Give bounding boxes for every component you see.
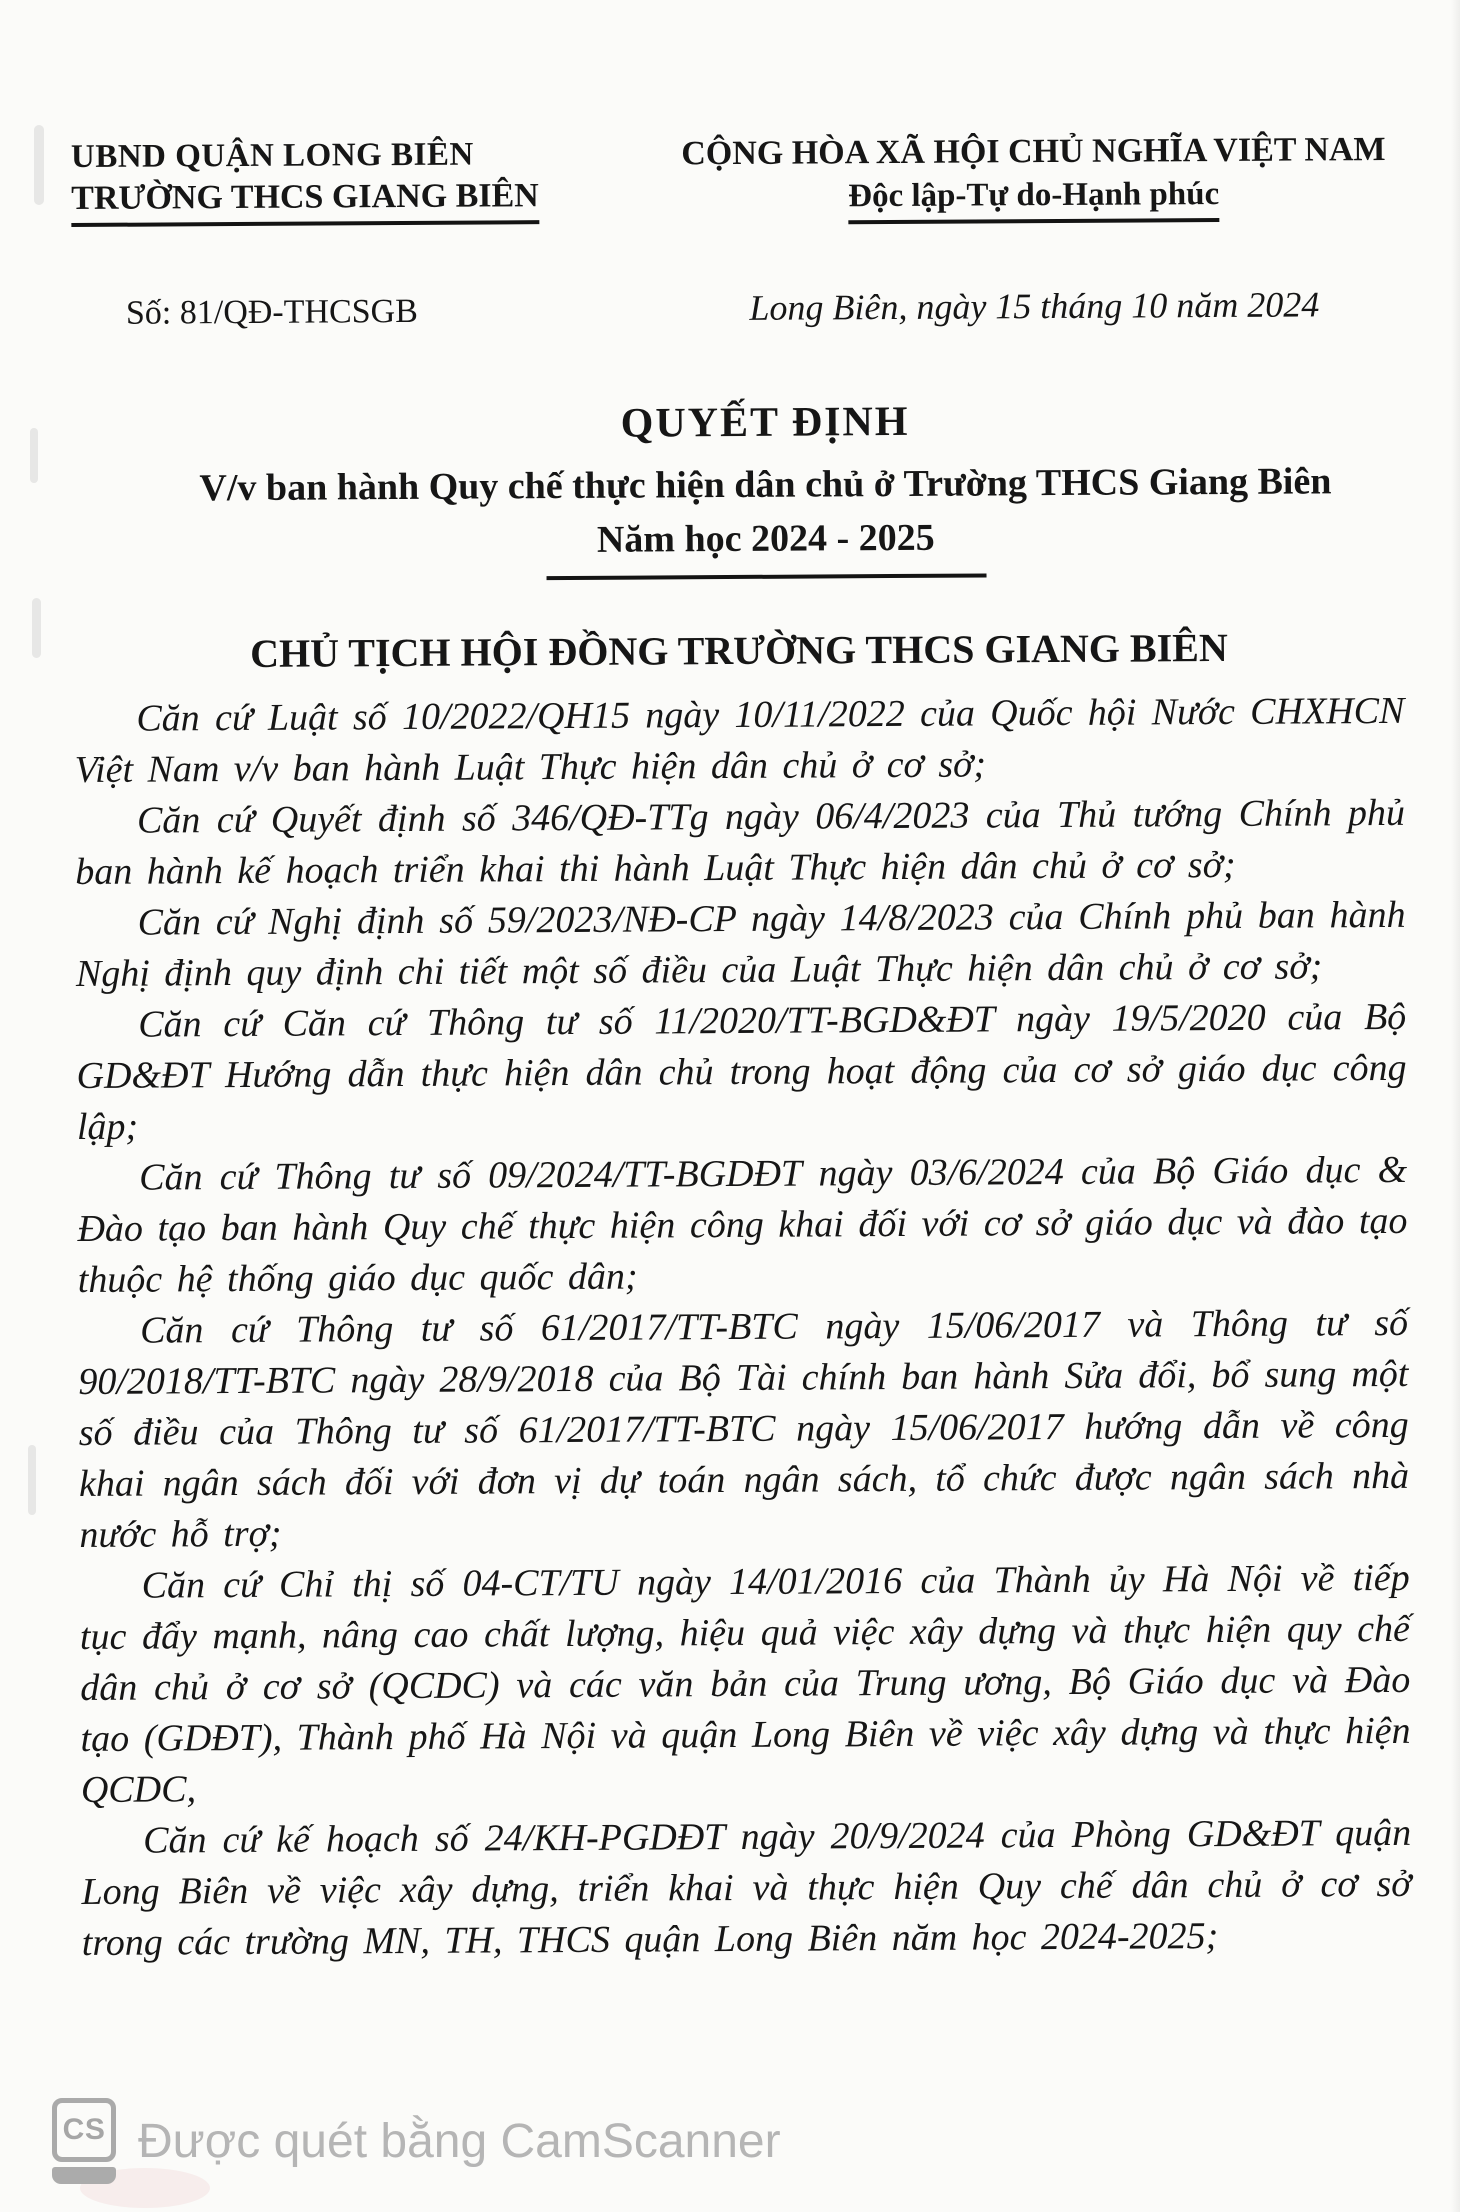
org-name-line1: UBND QUẬN LONG BIÊN (70, 136, 474, 176)
camscanner-icon (52, 2098, 116, 2184)
legal-basis-paragraph-3: Căn cứ Nghị định số 59/2023/NĐ-CP ngày 14/8/2023 của Chính phủ ban hành Nghị định quy định chi tiết một số điều của Luật Thực hiện dân chủ ở cơ sở; (75, 893, 1406, 996)
legal-basis-paragraph-2: Căn cứ Quyết định số 346/QĐ-TTg ngày 06/4/2023 của Thủ tướng Chính phủ ban hành kế hoạch triển khai thi hành Luật Thực hiện dân chủ ở cơ sở; (75, 791, 1406, 894)
legal-basis-paragraph-4: Căn cứ Căn cứ Thông tư số 11/2020/TT-BGD&ĐT ngày 19/5/2020 của Bộ GD&ĐT Hướng dẫn thực hiện dân chủ trong hoạt động của cơ sở giáo dục công lập; (76, 995, 1407, 1149)
camscanner-watermark-text: Được quét bằng CamScanner (138, 2114, 781, 2168)
document-number: Số: 81/QĐ-THCSGB (125, 292, 418, 332)
national-motto-line1: CỘNG HÒA XÃ HỘI CHỦ NGHĨA VIỆT NAM (681, 130, 1386, 173)
org-name-line2: TRƯỜNG THCS GIANG BIÊN (71, 178, 471, 227)
number-date-row (72, 283, 1402, 333)
document-subject: V/v ban hành Quy chế thực hiện dân chủ ở Trường THCS Giang Biên (199, 460, 1332, 510)
issuing-org-block (70, 136, 539, 227)
legal-basis-paragraph-6: Căn cứ Thông tư số 61/2017/TT-BTC ngày 15/06/2017 và Thông tư số 90/2018/TT-BTC ngày 28/9/2018 của Bộ Tài chính ban hành Sửa đổi, bổ sung một số điều của Thông tư số 61/2017/TT-BTC ngày 15/06/2017 hướng dẫn về công khai ngân sách đối với đơn vị dự toán ngân sách, tổ chức được ngân sách nhà nước hỗ trợ; (78, 1301, 1410, 1557)
legal-basis-section (74, 686, 1412, 1969)
legal-basis-paragraph-1: Căn cứ Luật số 10/2022/QH15 ngày 10/11/2022 của Quốc hội Nước CHXHCN Việt Nam v/v ban hành Luật Thực hiện dân chủ ở cơ sở; (74, 689, 1405, 792)
document-title: QUYẾT ĐỊNH (620, 398, 910, 447)
place-and-date: Long Biên, ngày 15 tháng 10 năm 2024 (749, 284, 1320, 328)
legal-basis-paragraph-7: Căn cứ Chỉ thị số 04-CT/TU ngày 14/01/2016 của Thành ủy Hà Nội về tiếp tục đẩy mạnh, nâng cao chất lượng, hiệu quả việc xây dựng và thực hiện quy chế dân chủ ở cơ sở (QCDC) và các văn bản của Trung ương, Bộ Giáo dục và Đào tạo (GDĐT), Thành phố Hà Nội và quận Long Biên về việc xây dựng và thực hiện QCDC, (79, 1556, 1411, 1811)
legal-basis-paragraph-8: Căn cứ kế hoạch số 24/KH-PGDĐT ngày 20/9/2024 của Phòng GD&ĐT quận Long Biên về việc xây dựng, triển khai và thực hiện Quy chế dân chủ ở cơ sở trong các trường MN, TH, THCS quận Long Biên năm học 2024-2025; (81, 1811, 1412, 1964)
national-motto-line2: Độc lập-Tự do-Hạnh phúc (666, 175, 1401, 225)
title-block (72, 395, 1403, 583)
legal-basis-paragraph-5: Căn cứ Thông tư số 09/2024/TT-BGDĐT ngày 03/6/2024 của Bộ Giáo dục & Đào tạo ban hành Quy chế thực hiện công khai đối với cơ sở giáo dục và đào tạo thuộc hệ thống giáo dục quốc dân; (77, 1148, 1408, 1302)
camscanner-icon-bar (52, 2167, 116, 2184)
authority-heading: CHỦ TỊCH HỘI ĐỒNG TRƯỜNG THCS GIANG BIÊN (250, 624, 1228, 676)
national-header-block (666, 131, 1402, 225)
camscanner-icon-letters: CS (62, 2113, 106, 2146)
title-underline (546, 573, 986, 580)
camscanner-watermark (52, 2098, 781, 2184)
document-header (71, 131, 1402, 229)
document-subject-year: Năm học 2024 - 2025 (596, 516, 935, 561)
